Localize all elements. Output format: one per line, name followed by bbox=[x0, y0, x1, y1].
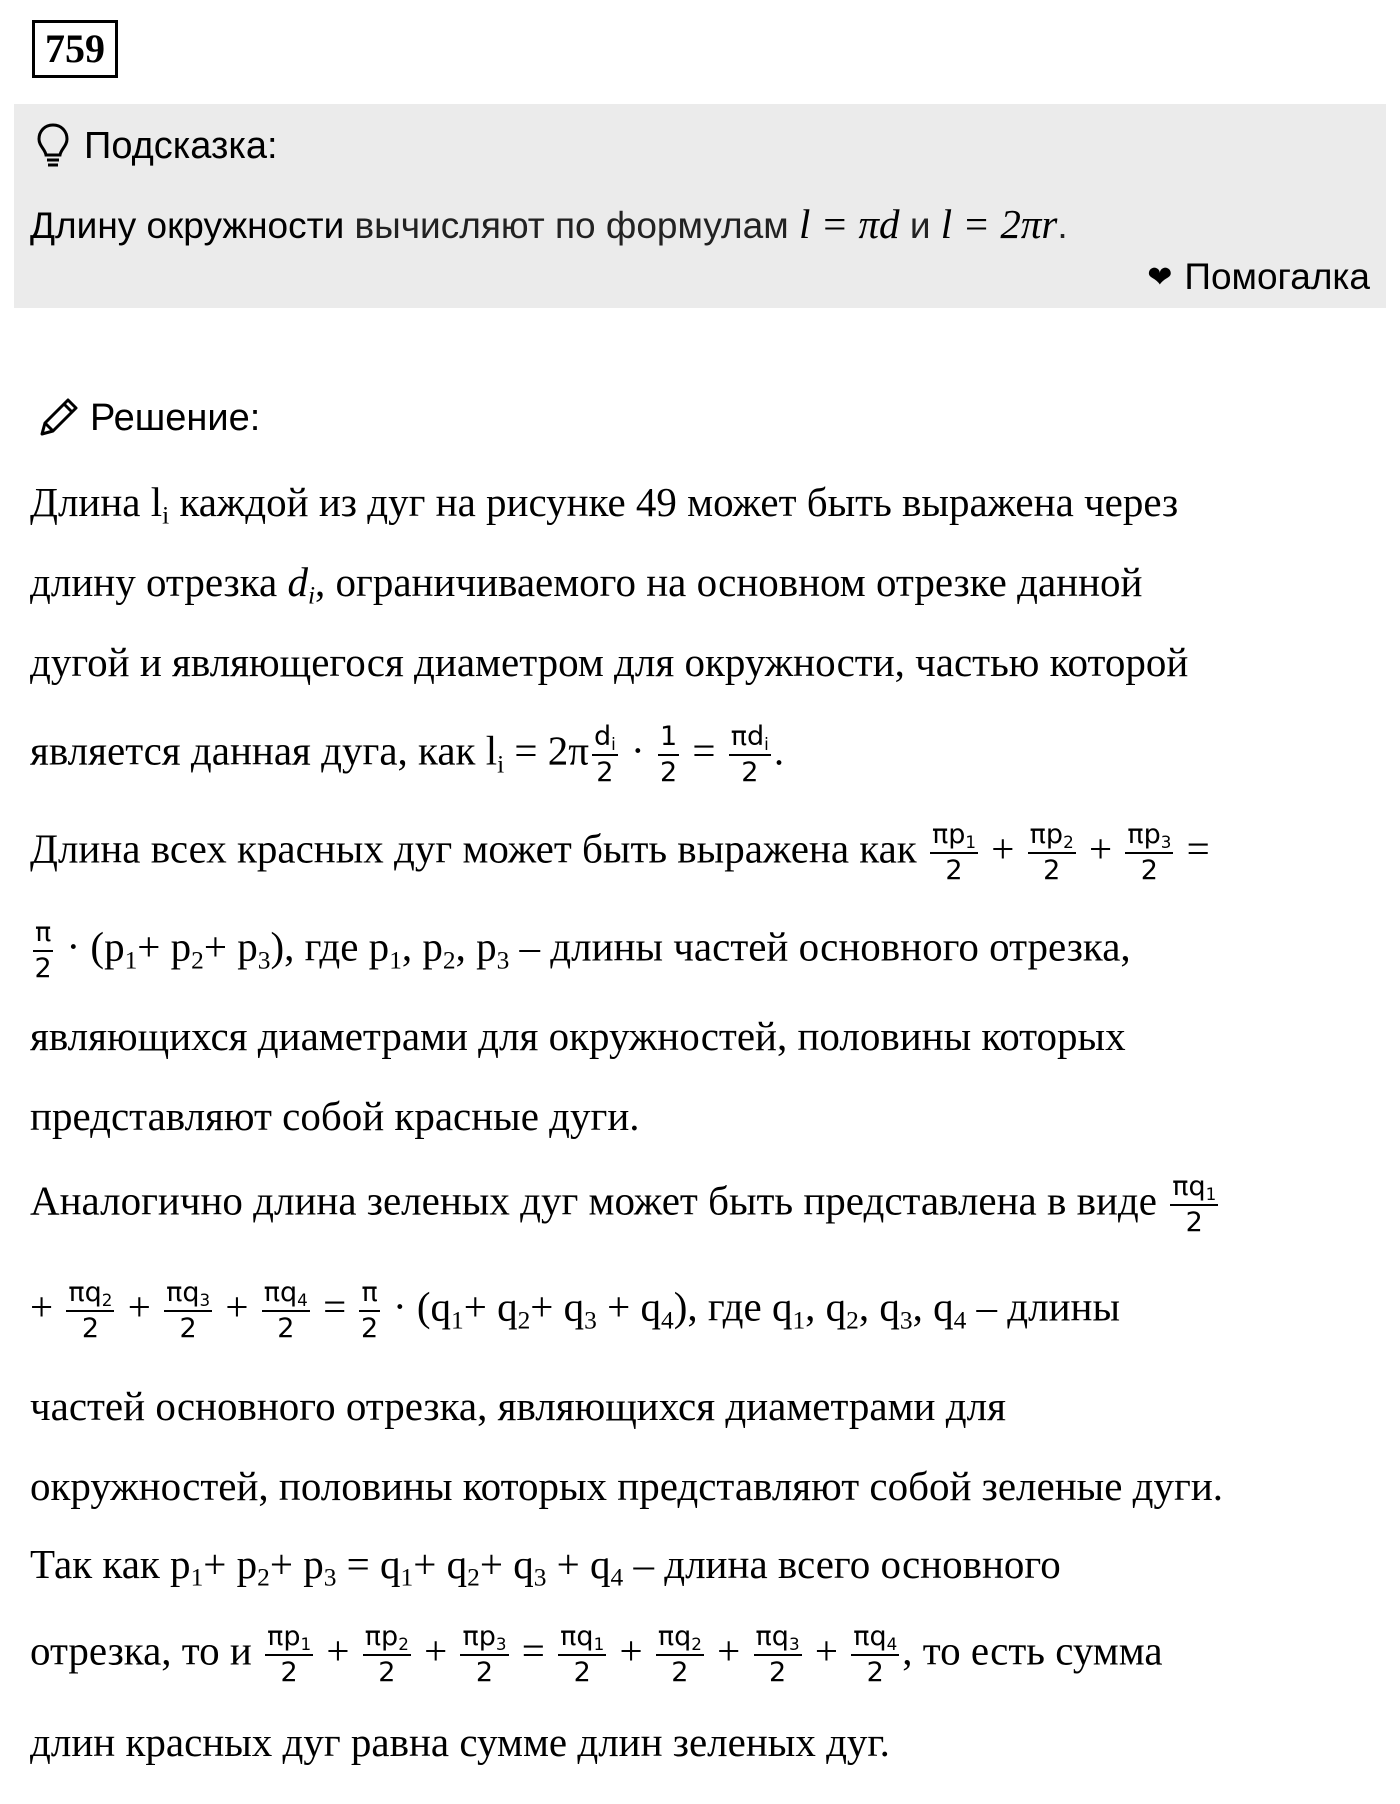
hint-panel bbox=[14, 104, 1386, 308]
text: , p bbox=[455, 923, 497, 970]
fraction bbox=[558, 1622, 606, 1688]
num: πp bbox=[462, 1621, 496, 1652]
op: + bbox=[804, 1627, 849, 1674]
subscript: i bbox=[611, 734, 616, 755]
subscript: 4 bbox=[661, 1306, 674, 1335]
text: , то есть сумма bbox=[902, 1627, 1163, 1674]
text: · bbox=[620, 727, 655, 774]
text: Аналогично длина зеленых дуг может быть представлена в виде bbox=[30, 1177, 1168, 1224]
text: + q bbox=[596, 1283, 661, 1330]
text: , ограничиваемого на основном отрезке данной bbox=[315, 559, 1143, 605]
num: π bbox=[359, 1278, 379, 1312]
subscript: 1 bbox=[389, 946, 402, 975]
num: πq bbox=[560, 1621, 594, 1652]
text: = bbox=[682, 727, 726, 774]
den: 2 bbox=[81, 1313, 99, 1345]
op: + bbox=[117, 1283, 162, 1330]
formula-radius: l = 2πr bbox=[940, 201, 1058, 247]
lightbulb-icon bbox=[36, 122, 70, 170]
brand-label bbox=[1147, 256, 1370, 298]
num: πq bbox=[657, 1621, 692, 1652]
subscript: 3 bbox=[899, 1306, 913, 1335]
subscript: 1 bbox=[124, 946, 138, 975]
hint-text-part: вычисляют по формулам bbox=[344, 205, 799, 246]
hint-header bbox=[36, 116, 278, 176]
num: d bbox=[594, 721, 612, 752]
subscript: 3 bbox=[257, 946, 271, 975]
text: + q bbox=[546, 1541, 611, 1587]
heart-icon: ❤ bbox=[1147, 260, 1173, 294]
fraction bbox=[658, 722, 679, 788]
text: · (p bbox=[56, 923, 125, 970]
solution-title: Решение: bbox=[90, 396, 261, 439]
num: πq bbox=[755, 1621, 789, 1652]
solution-line-5 bbox=[30, 820, 1380, 886]
num: πp bbox=[1127, 819, 1161, 850]
solution-line-15: длин красных дуг равна сумме длин зеленых дуг. bbox=[30, 1719, 890, 1765]
subscript: i bbox=[764, 734, 769, 755]
text: , q bbox=[805, 1283, 847, 1330]
solution-line-2 bbox=[30, 558, 1380, 610]
num: πq bbox=[1172, 1171, 1206, 1202]
text: = q bbox=[336, 1541, 401, 1587]
den: 2 bbox=[866, 1657, 884, 1689]
den: 2 bbox=[475, 1657, 494, 1689]
op: + bbox=[316, 1627, 360, 1674]
op: + bbox=[609, 1627, 653, 1674]
hint-term: Длину окружности bbox=[30, 205, 345, 246]
text: длину отрезка bbox=[30, 559, 288, 605]
solution-line-11: частей основного отрезка, являющихся диаметрами для bbox=[30, 1383, 1006, 1429]
subscript: 3 bbox=[788, 1634, 800, 1655]
text: отрезка, то и bbox=[30, 1627, 263, 1674]
den: 2 bbox=[1140, 855, 1158, 887]
solution-header bbox=[34, 388, 260, 448]
subscript: 1 bbox=[190, 1563, 204, 1592]
subscript: 2 bbox=[517, 1306, 531, 1335]
den: 2 bbox=[360, 1313, 379, 1345]
subscript: 2 bbox=[691, 1634, 702, 1655]
text: + q bbox=[463, 1283, 518, 1330]
text: – длины bbox=[966, 1283, 1121, 1330]
fraction bbox=[754, 1622, 802, 1688]
den: 2 bbox=[280, 1657, 298, 1689]
fraction bbox=[656, 1622, 704, 1688]
text: + p bbox=[203, 923, 258, 970]
text: ), где q bbox=[673, 1283, 793, 1330]
solution-line-10 bbox=[30, 1278, 1380, 1344]
hint-text bbox=[30, 200, 1068, 248]
fraction bbox=[33, 918, 53, 984]
solution-line-12: окружностей, половины которых представляют собой зеленые дуги. bbox=[30, 1463, 1224, 1509]
den: 2 bbox=[378, 1657, 396, 1689]
num: πq bbox=[68, 1277, 102, 1308]
subscript: 1 bbox=[792, 1306, 806, 1335]
text: + q bbox=[413, 1541, 468, 1587]
num: πq bbox=[166, 1277, 200, 1308]
op: + bbox=[413, 1627, 458, 1674]
op: + bbox=[215, 1283, 259, 1330]
hint-end: . bbox=[1057, 205, 1068, 246]
text: Длина всех красных дуг может быть выражена как bbox=[30, 825, 927, 872]
subscript: 3 bbox=[533, 1563, 547, 1592]
fraction bbox=[164, 1278, 212, 1344]
fraction bbox=[592, 722, 618, 788]
subscript: 3 bbox=[584, 1306, 597, 1335]
num: πp bbox=[364, 1621, 399, 1652]
text: + q bbox=[479, 1541, 534, 1587]
den: 2 bbox=[1043, 855, 1061, 887]
subscript: 4 bbox=[953, 1306, 967, 1335]
subscript: 1 bbox=[593, 1634, 605, 1655]
fraction bbox=[729, 722, 771, 788]
subscript: 1 bbox=[451, 1306, 464, 1335]
fraction bbox=[265, 1622, 313, 1688]
text: + q bbox=[530, 1283, 585, 1330]
den: 2 bbox=[671, 1657, 689, 1689]
subscript: 2 bbox=[442, 946, 456, 975]
subscript: 2 bbox=[467, 1563, 480, 1592]
solution-line-6 bbox=[30, 918, 1380, 984]
subscript: 2 bbox=[191, 946, 204, 975]
text: каждой из дуг на рисунке 49 может быть выражена через bbox=[169, 479, 1179, 525]
text: ), где p bbox=[270, 923, 390, 970]
text: Длина l bbox=[30, 479, 163, 525]
op: = bbox=[1176, 825, 1210, 872]
num: πq bbox=[263, 1277, 298, 1308]
pencil-icon bbox=[34, 394, 82, 442]
num: 1 bbox=[658, 722, 679, 756]
num: πp bbox=[1029, 819, 1064, 850]
text: , q bbox=[858, 1283, 900, 1330]
den: 2 bbox=[179, 1313, 197, 1345]
op: + bbox=[1078, 825, 1123, 872]
op: + bbox=[981, 825, 1025, 872]
den: 2 bbox=[573, 1657, 591, 1689]
solution-line-13 bbox=[30, 1540, 1380, 1592]
num: πp bbox=[931, 819, 966, 850]
text: . bbox=[773, 727, 785, 774]
subscript: i bbox=[307, 581, 316, 610]
subscript: 2 bbox=[1063, 832, 1074, 853]
fraction bbox=[1170, 1172, 1218, 1238]
op: + bbox=[30, 1283, 64, 1330]
task-number: 759 bbox=[32, 20, 118, 78]
subscript: 3 bbox=[496, 946, 510, 975]
text: является данная дуга, как l bbox=[30, 727, 498, 774]
den: 2 bbox=[768, 1657, 787, 1689]
den: 2 bbox=[596, 757, 614, 789]
subscript: 3 bbox=[1160, 832, 1172, 853]
subscript: 2 bbox=[101, 1290, 113, 1311]
text: + p bbox=[137, 923, 192, 970]
text: + p bbox=[203, 1541, 258, 1587]
den: 2 bbox=[945, 855, 963, 887]
solution-line-4 bbox=[30, 722, 1380, 788]
fraction bbox=[262, 1278, 310, 1344]
subscript: 2 bbox=[398, 1634, 409, 1655]
den: 2 bbox=[1185, 1207, 1203, 1239]
den: 2 bbox=[741, 757, 759, 789]
num: πp bbox=[267, 1621, 301, 1652]
subscript: 4 bbox=[886, 1634, 898, 1655]
formula-diameter: l = πd bbox=[798, 201, 900, 247]
hint-and: и bbox=[899, 205, 941, 246]
op: = bbox=[511, 1627, 556, 1674]
fraction bbox=[930, 820, 978, 886]
solution-line-7: являющихся диаметрами для окружностей, половины которых bbox=[30, 1013, 1126, 1059]
text: – длина всего основного bbox=[623, 1541, 1061, 1587]
text: + p bbox=[269, 1541, 324, 1587]
subscript: 1 bbox=[1205, 1184, 1217, 1205]
num: πq bbox=[853, 1621, 887, 1652]
text: = 2π bbox=[504, 727, 589, 774]
subscript: 3 bbox=[495, 1634, 507, 1655]
math-var: d bbox=[287, 559, 308, 605]
solution-line-3: дугой и являющегося диаметром для окружности, частью которой bbox=[30, 639, 1189, 685]
fraction bbox=[1028, 820, 1076, 886]
fraction bbox=[66, 1278, 114, 1344]
solution-line-8: представляют собой красные дуги. bbox=[30, 1093, 640, 1139]
subscript: i bbox=[497, 750, 505, 779]
text: , q bbox=[912, 1283, 954, 1330]
subscript: i bbox=[162, 501, 170, 530]
fraction bbox=[851, 1622, 899, 1688]
solution-line-14 bbox=[30, 1622, 1380, 1688]
text: Так как p bbox=[30, 1541, 191, 1587]
subscript: 1 bbox=[300, 1634, 312, 1655]
subscript: 3 bbox=[199, 1290, 211, 1311]
solution-line-1 bbox=[30, 478, 1380, 530]
num: π bbox=[33, 918, 53, 952]
text: · (q bbox=[382, 1283, 452, 1330]
hint-title: Подсказка: bbox=[84, 124, 278, 167]
op: + bbox=[706, 1627, 751, 1674]
fraction bbox=[1125, 820, 1173, 886]
brand-text: Помогалка bbox=[1184, 256, 1370, 297]
fraction bbox=[363, 1622, 411, 1688]
solution-line-9 bbox=[30, 1172, 1380, 1238]
fraction bbox=[359, 1278, 379, 1344]
text: – длины частей основного отрезка, bbox=[509, 923, 1131, 970]
subscript: 1 bbox=[965, 832, 977, 853]
subscript: 1 bbox=[400, 1563, 414, 1592]
subscript: 2 bbox=[846, 1306, 859, 1335]
den: 2 bbox=[659, 757, 678, 789]
den: 2 bbox=[34, 953, 52, 985]
num: πd bbox=[730, 721, 765, 752]
subscript: 3 bbox=[323, 1563, 337, 1592]
op: = bbox=[312, 1283, 357, 1330]
subscript: 4 bbox=[297, 1290, 308, 1311]
fraction bbox=[460, 1622, 508, 1688]
den: 2 bbox=[277, 1313, 295, 1345]
text: , p bbox=[401, 923, 443, 970]
subscript: 2 bbox=[257, 1563, 270, 1592]
subscript: 4 bbox=[610, 1563, 624, 1592]
